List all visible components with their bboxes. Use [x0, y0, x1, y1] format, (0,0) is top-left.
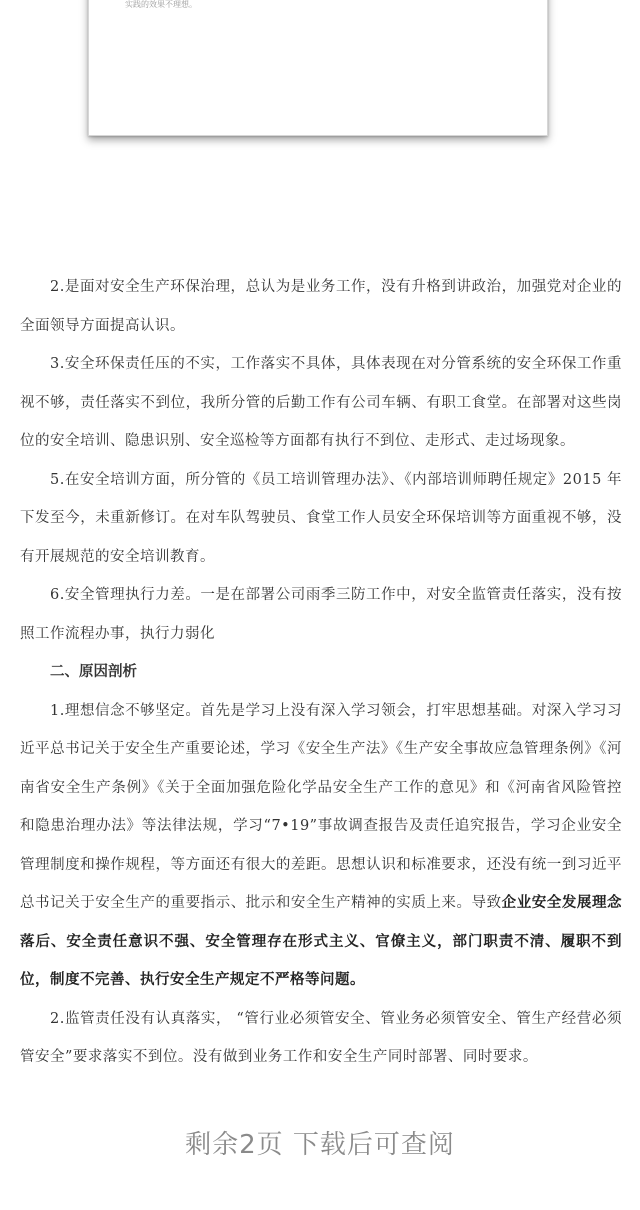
paragraph-item-5: 5.在安全培训方面，所分管的《员工培训管理办法》、《内部培训师聘任规定》2015 年下发至今，未重新修订。在对车队驾驶员、食堂工作人员安全环保培训等方面重视不够，没有开展规范的安全培训教育。	[20, 471, 622, 565]
reason-1-text: 1.理想信念不够坚定。首先是学习上没有深入学习领会，打牢思想基础。对深入学习习近平总书记关于安全生产重要论述，学习《安全生产法》《生产安全事故应急管理条例》《河南省安全生产条例》《关于全面加强危险化学品安全生产工作的意见》和《河南省风险管控和隐患治理办法》等法律法规，学习“7•19”事故调查报告及责任追究报告，学习企业安全管理制度和操作规程，等方面还有很大的差距。思想认识和标准要求，还没有统一到习近平总书记关于安全生产的重要指示、批示和安全生产精神的实质上来。导致	[20, 702, 622, 911]
remaining-pages-download-prompt[interactable]: 剩余2页 下载后可查阅	[185, 1130, 455, 1160]
reason-1-bold-text: 企业安全发展理念落后、安全责任意识不强、安全管理存在形式主义、官僚主义，部门职责不清、履职不到位，制度不完善、执行安全生产规定不严格等问题。	[20, 894, 622, 988]
document-body	[20, 268, 622, 1077]
paragraph-item-3: 3.安全环保责任压的不实，工作落实不具体，具体表现在对分管系统的安全环保工作重视不够，责任落实不到位，我所分管的后勤工作有公司车辆、有职工食堂。在部署对这些岗位的安全培训、隐患识别、安全巡检等方面都有执行不到位、走形式、走过场现象。	[20, 356, 622, 449]
paragraph-reason-1	[20, 692, 622, 1000]
preview-snippet-text: 实践的效果不理想。	[125, 0, 197, 9]
paragraph-reason-2: 2.监管责任没有认真落实， “管行业必须管安全、管业务必须管安全、管生产经营必须管安全”要求落实不到位。没有做到业务工作和安全生产同时部署、同时要求。	[20, 1010, 622, 1065]
paragraph-item-6: 6.安全管理执行力差。一是在部署公司雨季三防工作中，对安全监管责任落实，没有按照工作流程办事，执行力弱化	[20, 587, 622, 642]
paragraph-item-2: 2.是面对安全生产环保治理，总认为是业务工作，没有升格到讲政治，加强党对企业的全面领导方面提高认识。	[20, 279, 622, 334]
section-heading-cause-analysis: 二、原因剖析	[50, 663, 137, 680]
document-preview-card	[88, 0, 548, 136]
